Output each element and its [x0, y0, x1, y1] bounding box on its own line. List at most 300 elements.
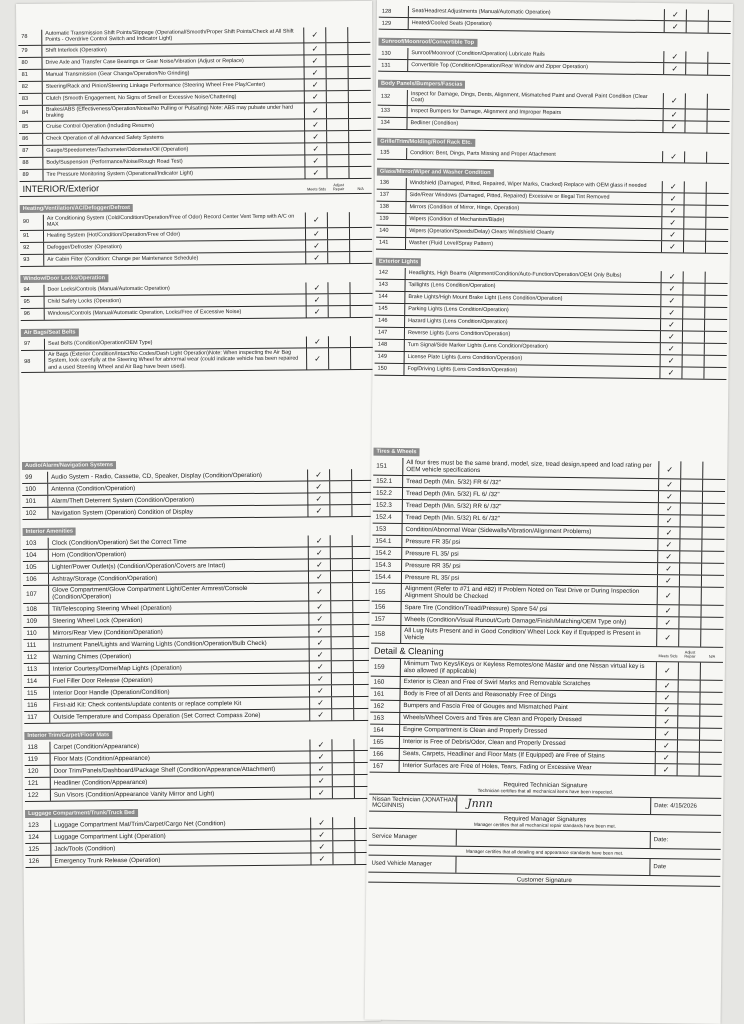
meets-standard-checkbox[interactable]: ✓ [659, 515, 681, 526]
adjust-repair-checkbox[interactable] [679, 662, 701, 679]
na-header-2: N/A [708, 655, 716, 660]
tech-signature-note: Technician certifies that all mechanical items have been inspected. [477, 787, 614, 795]
adjust-repair-checkbox[interactable] [327, 155, 349, 166]
item-number: 143 [375, 280, 405, 291]
na-checkbox[interactable] [708, 64, 730, 75]
na-checkbox[interactable] [350, 282, 372, 293]
item-number: 100 [22, 484, 48, 495]
item-number: 156 [372, 601, 402, 612]
na-checkbox[interactable] [706, 206, 728, 217]
adjust-repair-checkbox[interactable] [332, 673, 354, 684]
item-description: Brakes/ABS (Effectiveness/Operation/Noise/No Pulling or Pulsating) Note: ABS may pulsate under hard braking [43, 103, 305, 120]
adjust-repair-checkbox[interactable] [332, 697, 354, 708]
na-checkbox[interactable] [700, 692, 722, 703]
meets-standard-checkbox[interactable]: ✓ [657, 662, 679, 679]
meets-standard-checkbox[interactable]: ✓ [656, 764, 678, 775]
adjust-repair-checkbox[interactable] [681, 461, 703, 478]
na-checkbox[interactable] [703, 492, 725, 503]
na-checkbox[interactable] [351, 336, 373, 347]
meets-standard-checkbox[interactable]: ✓ [664, 109, 686, 120]
meets-standard-checkbox[interactable]: ✓ [661, 295, 683, 306]
na-checkbox[interactable] [350, 240, 372, 251]
meets-standard-checkbox[interactable]: ✓ [665, 21, 687, 32]
adjust-repair-checkbox[interactable] [327, 131, 349, 142]
meets-standard-checkbox[interactable]: ✓ [663, 151, 685, 162]
meets-standard-checkbox[interactable]: ✓ [658, 563, 680, 574]
na-checkbox[interactable] [349, 91, 371, 102]
adjust-repair-checkbox[interactable] [327, 67, 349, 78]
na-checkbox[interactable] [704, 368, 726, 379]
adjust-repair-checkbox[interactable] [332, 739, 354, 750]
adjust-repair-checkbox[interactable] [328, 228, 350, 239]
meets-standard-checkbox[interactable]: ✓ [311, 751, 333, 762]
meets-standard-checkbox[interactable]: ✓ [665, 9, 687, 20]
adjust-repair-checkbox[interactable] [333, 853, 355, 864]
item-description: Heating System (Hot/Condition/Operation/Free of Odor) [44, 228, 306, 241]
adjust-repair-checkbox[interactable] [683, 331, 705, 342]
meets-standard-checkbox[interactable]: ✓ [308, 505, 330, 516]
item-number: 117 [24, 712, 50, 723]
item-number: 153 [372, 524, 402, 535]
item-number: 142 [376, 268, 406, 279]
item-number: 118 [24, 742, 50, 753]
meets-standard-checkbox[interactable]: ✓ [305, 131, 327, 142]
adjust-repair-checkbox[interactable] [331, 601, 353, 612]
adjust-repair-checkbox[interactable] [686, 109, 708, 120]
adjust-repair-checkbox[interactable] [685, 181, 707, 192]
meets-standard-checkbox[interactable]: ✓ [308, 493, 330, 504]
adjust-repair-checkbox[interactable] [329, 294, 351, 305]
meets-standard-checkbox[interactable]: ✓ [660, 367, 682, 378]
adjust-repair-checkbox[interactable] [330, 469, 352, 480]
na-checkbox[interactable] [702, 588, 724, 605]
meets-standard-checkbox[interactable]: ✓ [310, 661, 332, 672]
used-manager-date[interactable]: Date [653, 863, 667, 870]
adjust-repair-checkbox[interactable] [681, 503, 703, 514]
adjust-repair-checkbox[interactable] [683, 343, 705, 354]
adjust-repair-checkbox[interactable] [330, 481, 352, 492]
adjust-repair-checkbox[interactable] [326, 55, 348, 66]
adjust-repair-checkbox[interactable] [681, 479, 703, 490]
na-checkbox[interactable] [348, 43, 370, 54]
meets-standard-checkbox[interactable]: ✓ [309, 571, 331, 582]
adjust-repair-checkbox[interactable] [683, 307, 705, 318]
adjust-repair-checkbox[interactable] [330, 493, 352, 504]
item-description: Inspect for Damage, Dings, Dents, Alignment, Mismatched Paint and Overall Paint Condition (Clear Coat) [408, 90, 664, 108]
adjust-repair-checkbox[interactable] [331, 559, 353, 570]
meets-standard-checkbox[interactable]: ✓ [309, 613, 331, 624]
meets-standard-checkbox[interactable]: ✓ [307, 294, 329, 305]
na-checkbox[interactable] [705, 296, 727, 307]
adjust-repair-checkbox[interactable] [333, 775, 355, 786]
adjust-repair-checkbox[interactable] [683, 319, 705, 330]
meets-standard-checkbox[interactable]: ✓ [656, 716, 678, 727]
na-checkbox[interactable] [351, 348, 373, 370]
meets-standard-checkbox[interactable]: ✓ [656, 740, 678, 751]
adjust-repair-checkbox[interactable] [333, 763, 355, 774]
adjust-repair-checkbox[interactable] [678, 764, 700, 775]
meets-standard-checkbox[interactable]: ✓ [661, 283, 683, 294]
meets-standard-checkbox[interactable]: ✓ [310, 709, 332, 720]
na-checkbox[interactable] [703, 462, 725, 479]
adjust-repair-checkbox[interactable] [333, 817, 355, 828]
adjust-repair-checkbox[interactable] [333, 787, 355, 798]
meets-standard-checkbox[interactable]: ✓ [306, 252, 328, 263]
meets-standard-checkbox[interactable]: ✓ [310, 673, 332, 684]
item-number: 123 [25, 820, 51, 831]
na-checkbox[interactable] [700, 704, 722, 715]
na-checkbox[interactable] [702, 528, 724, 539]
service-manager-date[interactable]: Date: [653, 836, 669, 843]
meets-standard-checkbox[interactable]: ✓ [658, 587, 680, 604]
meets-standard-checkbox[interactable]: ✓ [311, 775, 333, 786]
meets-standard-checkbox[interactable]: ✓ [304, 55, 326, 66]
na-checkbox[interactable] [351, 306, 373, 317]
na-checkbox[interactable] [350, 228, 372, 239]
used-manager-signature[interactable] [456, 856, 650, 874]
na-checkbox[interactable] [348, 55, 370, 66]
item-number: 158 [371, 625, 401, 642]
meets-standard-checkbox[interactable]: ✓ [309, 583, 331, 600]
meets-standard-checkbox[interactable]: ✓ [306, 240, 328, 251]
meets-standard-checkbox[interactable]: ✓ [311, 841, 333, 852]
item-description: Steering/Rack and Pinion/Steering Linkage Performance (Steering Wheel Free Play/Center) [43, 79, 305, 92]
meets-standard-checkbox[interactable]: ✓ [659, 461, 681, 478]
item-number: 152.1 [373, 476, 403, 487]
adjust-repair-checkbox[interactable] [327, 103, 349, 118]
adjust-repair-checkbox[interactable] [684, 217, 706, 228]
meets-standard-checkbox[interactable]: ✓ [658, 605, 680, 616]
na-checkbox[interactable] [701, 629, 723, 646]
adjust-repair-checkbox[interactable] [687, 9, 709, 20]
na-checkbox[interactable] [349, 67, 371, 78]
meets-standard-checkbox[interactable]: ✓ [656, 728, 678, 739]
meets-standard-checkbox[interactable]: ✓ [309, 601, 331, 612]
meets-standard-checkbox[interactable]: ✓ [659, 491, 681, 502]
meets-standard-checkbox[interactable]: ✓ [306, 228, 328, 239]
airbag-header: Air Bags/Seat Belts [21, 328, 79, 337]
adjust-repair-checkbox[interactable] [329, 306, 351, 317]
na-checkbox[interactable] [349, 167, 371, 178]
meets-standard-checkbox[interactable]: ✓ [309, 547, 331, 558]
meets-standard-checkbox[interactable]: ✓ [307, 306, 329, 317]
meets-standard-checkbox[interactable]: ✓ [306, 212, 328, 227]
meets-standard-checkbox[interactable]: ✓ [311, 853, 333, 864]
na-checkbox[interactable] [700, 752, 722, 763]
service-manager-signature[interactable] [457, 829, 651, 847]
adjust-repair-checkbox[interactable] [680, 575, 702, 586]
item-number: 116 [24, 700, 50, 711]
adjust-repair-checkbox[interactable] [686, 93, 708, 108]
meets-standard-checkbox[interactable]: ✓ [658, 539, 680, 550]
meets-standard-checkbox[interactable]: ✓ [656, 704, 678, 715]
na-checkbox[interactable] [707, 122, 729, 133]
adjust-repair-checkbox[interactable] [681, 491, 703, 502]
tech-name: Nissan Technician (JONATHAN MCGINNIS) [369, 794, 457, 811]
item-number: 128 [379, 6, 409, 17]
meets-standard-checkbox[interactable]: ✓ [308, 469, 330, 480]
meets-standard-checkbox[interactable]: ✓ [661, 343, 683, 354]
adjust-repair-checkbox[interactable] [332, 661, 354, 672]
na-checkbox[interactable] [708, 52, 730, 63]
adjust-repair-checkbox[interactable] [685, 193, 707, 204]
meets-standard-checkbox[interactable]: ✓ [663, 193, 685, 204]
adjust-repair-checkbox[interactable] [331, 571, 353, 582]
na-checkbox[interactable] [702, 576, 724, 587]
adjust-repair-checkbox[interactable] [333, 751, 355, 762]
meets-standard-checkbox[interactable]: ✓ [664, 51, 686, 62]
meets-standard-checkbox[interactable]: ✓ [663, 121, 685, 132]
meets-standard-checkbox[interactable]: ✓ [657, 629, 679, 646]
adjust-repair-checkbox[interactable] [686, 63, 708, 74]
na-checkbox[interactable] [709, 10, 731, 21]
adjust-repair-checkbox[interactable] [684, 205, 706, 216]
meets-standard-checkbox[interactable]: ✓ [305, 79, 327, 90]
adjust-repair-checkbox[interactable] [680, 539, 702, 550]
meets-standard-checkbox[interactable]: ✓ [310, 739, 332, 750]
adjust-repair-checkbox[interactable] [328, 240, 350, 251]
exterior-header: Exterior Lights [376, 258, 422, 267]
na-checkbox[interactable] [700, 728, 722, 739]
item-number: 138 [376, 202, 406, 213]
meets-standard-checkbox[interactable]: ✓ [657, 617, 679, 628]
adjust-repair-checkbox[interactable] [683, 295, 705, 306]
item-description: Cruise Control Operation (Including Resume) [43, 119, 305, 132]
na-checkbox[interactable] [350, 252, 372, 263]
na-checkbox[interactable] [705, 332, 727, 343]
meets-standard-checkbox[interactable]: ✓ [662, 229, 684, 240]
item-description: Outside Temperature and Compass Operation (Set Correct Compass Zone) [50, 709, 310, 722]
meets-standard-checkbox[interactable]: ✓ [310, 637, 332, 648]
meets-standard-checkbox[interactable]: ✓ [661, 319, 683, 330]
na-checkbox[interactable] [706, 242, 728, 253]
window-header: Window/Door Locks/Operation [20, 274, 108, 283]
meets-standard-checkbox[interactable]: ✓ [305, 119, 327, 130]
adjust-repair-checkbox[interactable] [680, 563, 702, 574]
adjust-repair-checkbox[interactable] [328, 252, 350, 263]
na-checkbox[interactable] [706, 230, 728, 241]
item-number: 80 [18, 58, 42, 69]
adjust-repair-checkbox[interactable] [332, 649, 354, 660]
adjust-repair-checkbox[interactable] [331, 625, 353, 636]
na-checkbox[interactable] [707, 152, 729, 163]
meets-standard-checkbox[interactable]: ✓ [311, 817, 333, 828]
checklist-row [22, 505, 374, 520]
na-checkbox[interactable] [705, 320, 727, 331]
adjust-repair-checkbox[interactable] [680, 527, 702, 538]
adjust-repair-checkbox[interactable] [328, 212, 350, 227]
adjust-repair-checkbox[interactable] [332, 685, 354, 696]
na-checkbox[interactable] [349, 79, 371, 90]
item-number: 91 [20, 231, 44, 242]
adjust-repair-checkbox[interactable] [678, 728, 700, 739]
meets-standard-checkbox[interactable]: ✓ [659, 479, 681, 490]
na-checkbox[interactable] [705, 284, 727, 295]
meets-standard-checkbox[interactable]: ✓ [308, 481, 330, 492]
adjust-repair-checkbox[interactable] [329, 336, 351, 347]
na-checkbox[interactable] [702, 552, 724, 563]
meets-standard-checkbox[interactable]: ✓ [310, 649, 332, 660]
meets-standard-checkbox[interactable]: ✓ [663, 181, 685, 192]
adjust-repair-checkbox[interactable] [332, 709, 354, 720]
meets-standard-checkbox[interactable]: ✓ [304, 43, 326, 54]
meets-standard-checkbox[interactable]: ✓ [305, 67, 327, 78]
item-description: Tread Depth (Min. 5/32) FL 6/ /32" [403, 488, 659, 502]
adjust-repair-checkbox[interactable] [683, 355, 705, 366]
na-checkbox[interactable] [708, 94, 730, 109]
adjust-repair-checkbox[interactable] [678, 692, 700, 703]
meets-standard-checkbox[interactable]: ✓ [661, 307, 683, 318]
na-checkbox[interactable] [702, 605, 724, 616]
meets-standard-checkbox[interactable]: ✓ [311, 787, 333, 798]
na-checkbox[interactable] [701, 617, 723, 628]
meets-standard-checkbox[interactable]: ✓ [662, 205, 684, 216]
meets-standard-checkbox[interactable]: ✓ [664, 63, 686, 74]
meets-standard-checkbox[interactable]: ✓ [662, 217, 684, 228]
adjust-repair-checkbox[interactable] [333, 841, 355, 852]
na-checkbox[interactable] [707, 182, 729, 193]
na-checkbox[interactable] [703, 504, 725, 515]
na-checkbox[interactable] [349, 119, 371, 130]
adjust-repair-checkbox[interactable] [333, 829, 355, 840]
adjust-repair-checkbox[interactable] [678, 752, 700, 763]
meets-standard-checkbox[interactable]: ✓ [309, 559, 331, 570]
meets-standard-checkbox[interactable]: ✓ [305, 103, 327, 118]
na-checkbox[interactable] [700, 764, 722, 775]
adjust-repair-checkbox[interactable] [682, 367, 704, 378]
na-checkbox[interactable] [702, 564, 724, 575]
na-checkbox[interactable] [709, 22, 731, 33]
meets-standard-checkbox[interactable]: ✓ [305, 91, 327, 102]
na-checkbox[interactable] [706, 218, 728, 229]
meets-standard-checkbox[interactable]: ✓ [658, 575, 680, 586]
adjust-repair-checkbox[interactable] [680, 605, 702, 616]
adjust-repair-checkbox[interactable] [327, 91, 349, 102]
na-checkbox[interactable] [349, 143, 371, 154]
adjust-repair-checkbox[interactable] [331, 583, 353, 600]
na-checkbox[interactable] [707, 194, 729, 205]
tech-date[interactable]: Date: 4/15/2026 [654, 802, 697, 810]
na-checkbox[interactable] [705, 344, 727, 355]
meets-standard-checkbox[interactable]: ✓ [309, 535, 331, 546]
item-number: 114 [24, 676, 50, 687]
adjust-repair-checkbox[interactable] [679, 629, 701, 646]
na-checkbox[interactable] [706, 272, 728, 283]
meets-standard-checkbox[interactable]: ✓ [310, 685, 332, 696]
na-checkbox[interactable] [703, 516, 725, 527]
na-checkbox[interactable] [708, 110, 730, 121]
meets-standard-checkbox[interactable]: ✓ [306, 282, 328, 293]
meets-standard-checkbox[interactable]: ✓ [305, 155, 327, 166]
right-bottom-section [368, 440, 725, 887]
meets-standard-checkbox[interactable]: ✓ [657, 680, 679, 691]
meets-standard-checkbox[interactable]: ✓ [305, 167, 327, 178]
meets-standard-checkbox[interactable]: ✓ [661, 355, 683, 366]
meets-standard-checkbox[interactable]: ✓ [307, 348, 329, 370]
adjust-repair-checkbox[interactable] [329, 348, 351, 370]
na-checkbox[interactable] [705, 308, 727, 319]
adjust-repair-checkbox[interactable] [331, 535, 353, 546]
na-checkbox[interactable] [703, 480, 725, 491]
item-number: 148 [375, 340, 405, 351]
adjust-repair-checkbox[interactable] [327, 79, 349, 90]
meets-standard-checkbox[interactable]: ✓ [658, 527, 680, 538]
na-checkbox[interactable] [349, 131, 371, 142]
meets-standard-checkbox[interactable]: ✓ [656, 692, 678, 703]
adjust-repair-checkbox[interactable] [326, 27, 348, 42]
adjust-repair-checkbox[interactable] [683, 283, 705, 294]
meets-standard-checkbox[interactable]: ✓ [304, 27, 326, 42]
adjust-repair-checkbox[interactable] [680, 587, 702, 604]
adjust-repair-checkbox[interactable] [332, 637, 354, 648]
adjust-repair-checkbox[interactable] [680, 551, 702, 562]
adjust-repair-checkbox[interactable] [684, 271, 706, 282]
item-number: 157 [371, 613, 401, 624]
na-checkbox[interactable] [348, 27, 370, 42]
adjust-repair-checkbox[interactable] [326, 43, 348, 54]
meets-standard-checkbox[interactable]: ✓ [664, 93, 686, 108]
meets-standard-checkbox[interactable]: ✓ [661, 331, 683, 342]
na-checkbox[interactable] [700, 740, 722, 751]
adjust-repair-checkbox[interactable] [327, 167, 349, 178]
na-checkbox[interactable] [705, 356, 727, 367]
adjust-repair-checkbox[interactable] [684, 241, 706, 252]
adjust-repair-checkbox[interactable] [679, 680, 701, 691]
item-description: Wipers (Condition of Mechanism/Blade) [406, 214, 662, 228]
meets-standard-checkbox[interactable]: ✓ [311, 829, 333, 840]
meets-standard-checkbox[interactable]: ✓ [310, 697, 332, 708]
na-checkbox[interactable] [701, 680, 723, 691]
na-checkbox[interactable] [701, 662, 723, 679]
meets-standard-checkbox[interactable]: ✓ [656, 752, 678, 763]
adjust-repair-checkbox[interactable] [684, 229, 706, 240]
meets-standard-checkbox[interactable]: ✓ [311, 763, 333, 774]
meets-standard-checkbox[interactable]: ✓ [662, 271, 684, 282]
adjust-repair-checkbox[interactable] [327, 143, 349, 154]
adjust-repair-checkbox[interactable] [331, 547, 353, 558]
adjust-repair-checkbox[interactable] [678, 716, 700, 727]
item-description: Minimum Two Keys/iKeys or Keyless Remotes/one Master and one Nissan virtual key is also allowed (if applicable) [401, 659, 657, 679]
meets-standard-checkbox[interactable]: ✓ [662, 241, 684, 252]
adjust-repair-checkbox[interactable] [679, 617, 701, 628]
meets-standard-checkbox[interactable]: ✓ [309, 625, 331, 636]
meets-standard-checkbox[interactable]: ✓ [307, 336, 329, 347]
meets-standard-checkbox[interactable]: ✓ [659, 503, 681, 514]
adjust-repair-checkbox[interactable] [681, 515, 703, 526]
adjust-repair-checkbox[interactable] [328, 282, 350, 293]
adjust-repair-checkbox[interactable] [685, 151, 707, 162]
tech-signature[interactable]: Jnnn [457, 795, 651, 813]
na-checkbox[interactable] [700, 716, 722, 727]
na-checkbox[interactable] [351, 294, 373, 305]
adjust-repair-checkbox[interactable] [686, 51, 708, 62]
meets-standard-checkbox[interactable]: ✓ [658, 551, 680, 562]
adjust-repair-checkbox[interactable] [678, 704, 700, 715]
adjust-repair-checkbox[interactable] [685, 121, 707, 132]
na-checkbox[interactable] [349, 155, 371, 166]
na-checkbox[interactable] [350, 212, 372, 227]
adjust-repair-checkbox[interactable] [687, 21, 709, 32]
na-checkbox[interactable] [702, 540, 724, 551]
adjust-repair-checkbox[interactable] [330, 505, 352, 516]
adjust-repair-checkbox[interactable] [678, 740, 700, 751]
item-description: All four tires must be the same brand, model, size, tread design,speed and load rating per OEM vehicle specifications [403, 458, 659, 478]
na-checkbox[interactable] [349, 103, 371, 118]
adjust-repair-checkbox[interactable] [331, 613, 353, 624]
item-number: 152.3 [373, 500, 403, 511]
meets-standard-checkbox[interactable]: ✓ [305, 143, 327, 154]
adjust-repair-checkbox[interactable] [327, 119, 349, 130]
